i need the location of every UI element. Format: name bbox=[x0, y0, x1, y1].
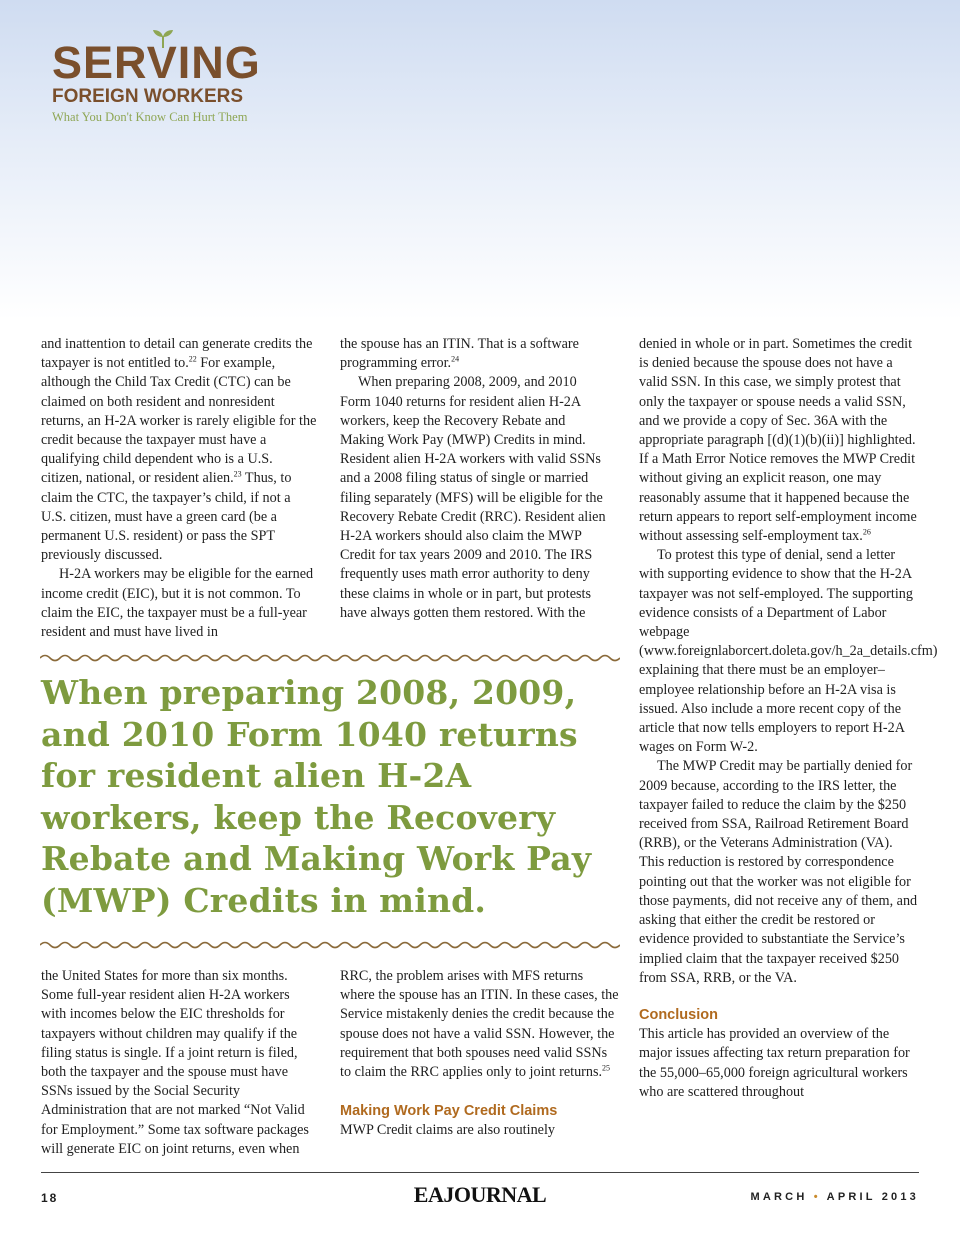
footnote-ref: 22 bbox=[188, 354, 197, 364]
logo-tagline: What You Don't Know Can Hurt Them bbox=[52, 110, 248, 124]
footnote-ref: 26 bbox=[862, 527, 871, 537]
column-1-bottom bbox=[41, 967, 317, 1159]
column-3 bbox=[639, 335, 938, 1102]
section-heading: Conclusion bbox=[639, 1006, 718, 1023]
logo-title: SERVING bbox=[52, 37, 261, 88]
paragraph: When preparing 2008, 2009, and 2010 Form 1040 returns for resident alien H-2A workers, keep the Recovery Rebate and Making Work Pay (MWP) Credits in mind. Resident alien H-2A workers with valid SSNs and a 2008 filing status of single or married filing separately (MFS) will be eligible for the Recovery Rebate Credit (RRC). Resident alien H-2A workers should also claim the MWP Credit for tax years 2009 and 2010. The IRS frequently uses math error authority to deny these claims in whole or in part, but protests have always gotten them restored. With the bbox=[340, 374, 606, 621]
footer-rule bbox=[41, 1172, 919, 1173]
journal-logo: EAJOURNAL bbox=[413, 1182, 547, 1207]
paragraph: To protest this type of denial, send a letter with supporting evidence to show that the H-2A taxpayer was not self-employed. The supporting evidence consists of a Department of Labor webpage (www.foreignlaborcert.doleta.gov/h_2a_details.cfm) explaining that there must be an employer–employee relationship before an H-2A visa is issued. Also include a more recent copy of the article that now tells employers to report H-2A wages on Form W-2. bbox=[639, 547, 938, 756]
page-number: 18 bbox=[41, 1191, 59, 1205]
logo-subtitle: FOREIGN WORKERS bbox=[52, 86, 244, 107]
paragraph: denied in whole or in part. Sometimes the credit is denied because the spouse does not have a valid SSN. In this case, we simply protest that only the taxpayer or spouse needs a valid SSN, and we provide a copy of Sec. 36A with the appropriate paragraph [(d)(1)(b)(ii)] highlighted. If a Math Error Notice removes the MWP Credit without giving an explicit reason, one may reasonably assume that it happened because the return appears to report self-employment income without assessing self-employment tax.$^{26}$ bbox=[639, 336, 917, 545]
sprout-icon bbox=[152, 28, 174, 48]
pull-quote: When preparing 2008, 2009, and 2010 Form 1040 returns for resident alien H-2A workers, keep the Recovery Rebate and Making Work Pay (MWP) Credits in mind. bbox=[41, 673, 592, 920]
footnote-ref: 25 bbox=[602, 1063, 611, 1073]
paragraph: RRC, the problem arises with MFS returns where the spouse has an ITIN. In these cases, the Service mistakenly denies the credit because the spouse does not have a valid SSN. However, the requirement that both spouses need valid SSNs to claim the RRC applies only to joint returns.$^{25}$ bbox=[340, 968, 619, 1081]
paragraph: the United States for more than six months. Some full-year resident alien H-2A workers with incomes below the EIC thresholds for taxpayers without children may qualify if the filing status is single. If a joint return is filed, both the taxpayer and the spouse must have SSNs issued by the Social Security Administration that are not marked “Not Valid for Employment.” Some tax software packages will generate EIC on joint returns, even when bbox=[41, 968, 309, 1157]
paragraph: MWP Credit claims are also routinely bbox=[340, 1122, 555, 1139]
paragraph: the spouse has an ITIN. That is a software programming error.$^{24}$ bbox=[340, 336, 579, 372]
wavy-divider-top bbox=[40, 652, 620, 664]
column-2-bottom bbox=[340, 967, 620, 1141]
paragraph: This article has provided an overview of the major issues affecting tax return preparation for the 55,000–65,000 foreign agricultural workers who are scattered throughout bbox=[639, 1026, 910, 1100]
separator-dot: • bbox=[813, 1191, 821, 1203]
column-2-top bbox=[340, 335, 608, 623]
footnote-ref: 23 bbox=[233, 469, 242, 479]
footnote-ref: 24 bbox=[451, 354, 460, 364]
wavy-divider-bottom bbox=[40, 939, 620, 951]
section-heading: Making Work Pay Credit Claims bbox=[340, 1103, 558, 1120]
paragraph: The MWP Credit may be partially denied for 2009 because, according to the IRS letter, the taxpayer failed to reduce the claim by the $250 received from SSA, Railroad Retirement Board (RRB), or the Veterans Administration (VA). This reduction is restored by correspondence pointing out that the worker was not eligible for those payments, did not receive any of them, and asking that either the credit be restored or evidence provided to substantiate the Service’s implied claim that the taxpayer received $250 from SSA, RRB, or the VA. bbox=[639, 758, 918, 986]
paragraph: H-2A workers may be eligible for the earned income credit (EIC), but it is not common. To claim the EIC, the taxpayer must be a full-year resident and must have lived in bbox=[41, 566, 314, 641]
section-logo bbox=[52, 30, 312, 125]
paragraph: and inattention to detail can generate credits the taxpayer is not entitled to.$^{22}$ For example, although the Child Tax Credit (CTC) can be claimed on both resident and nonresident returns, an H-2A worker is rarely eligible for the credit because the taxpayer must have a qualifying child dependent who is a U.S. citizen, national, or resident alien.$^{23}$ Thus, to claim the CTC, the taxpayer’s child, if not a U.S. citizen, must have a green card (be a permanent U.S. resident) or pass the SPT previously discussed. bbox=[41, 336, 317, 564]
column-1-top bbox=[41, 335, 317, 642]
issue-date: MARCH • APRIL 2013 bbox=[750, 1191, 919, 1203]
